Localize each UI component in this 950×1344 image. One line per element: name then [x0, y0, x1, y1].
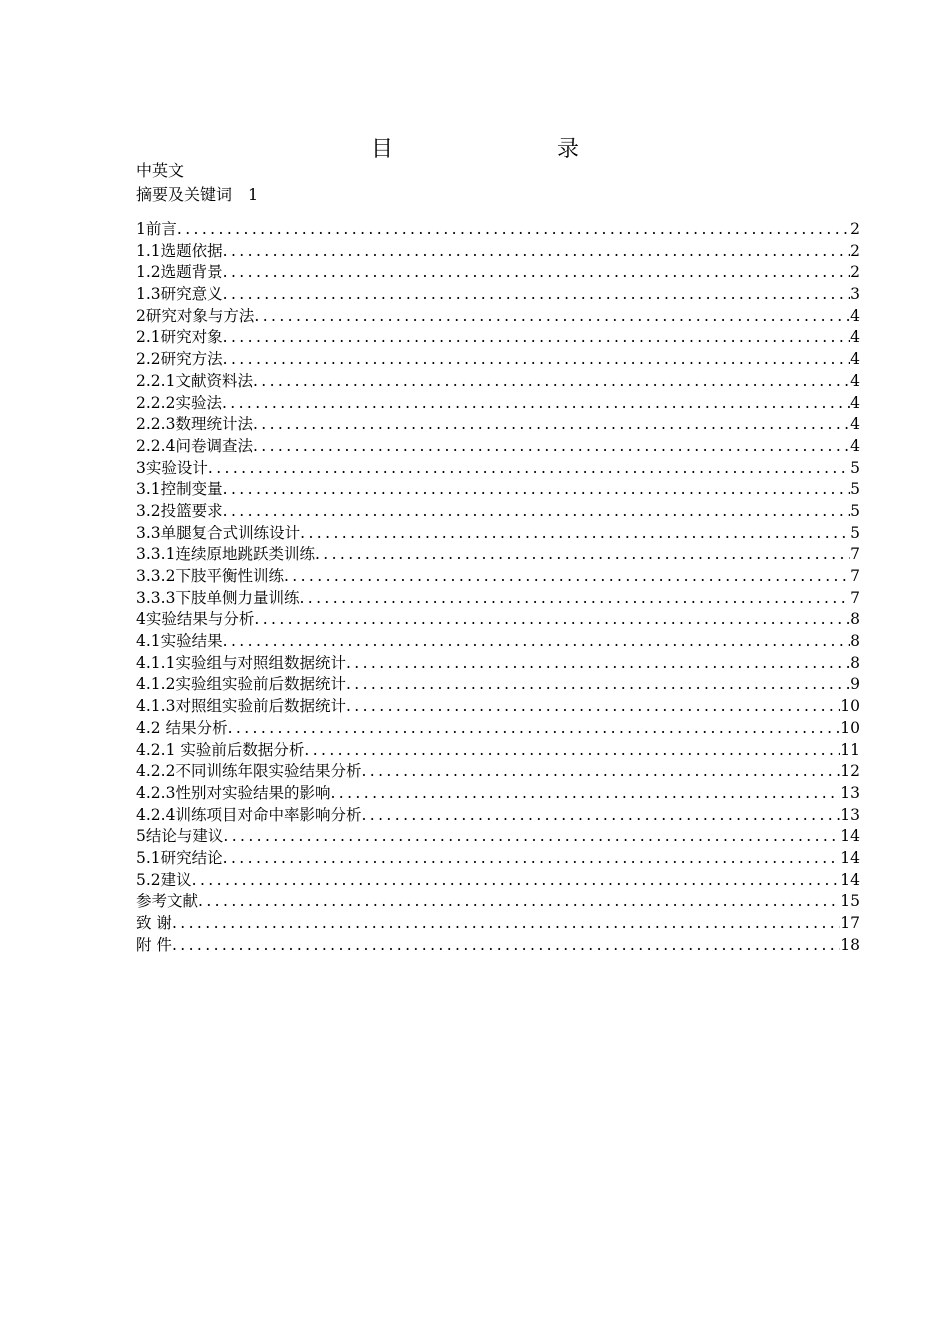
toc-dot-leader	[172, 913, 840, 934]
toc-entry-label: 2.2.2实验法	[136, 393, 222, 412]
toc-entry[interactable]	[136, 371, 860, 393]
page-title: 目 录	[370, 137, 619, 162]
toc-entry-label: 2.2.4问卷调查法	[136, 436, 253, 455]
toc-entry-page-number: 14	[840, 827, 860, 846]
toc-entry[interactable]	[136, 284, 860, 306]
toc-entry[interactable]	[136, 501, 860, 523]
toc-dot-leader	[223, 241, 850, 262]
toc-entry-page-number: 8	[850, 610, 860, 629]
toc-entry-page-number: 13	[840, 783, 860, 802]
toc-entry[interactable]	[136, 631, 860, 653]
toc-entry-label: 3.3.1连续原地跳跃类训练	[136, 545, 315, 564]
toc-entry[interactable]	[136, 306, 860, 328]
toc-entry[interactable]	[136, 393, 860, 415]
toc-entry-label: 4.2 结果分析	[136, 718, 228, 737]
toc-entry-label: 附 件	[136, 935, 172, 954]
toc-dot-leader	[361, 761, 840, 782]
toc-dot-leader	[223, 284, 850, 305]
toc-entry-page-number: 5	[850, 458, 860, 477]
toc-entry-page-number: 4	[850, 415, 860, 434]
toc-entry-label: 2.2研究方法	[136, 350, 223, 369]
toc-entry[interactable]	[136, 588, 860, 610]
toc-dot-leader	[208, 458, 850, 479]
toc-dot-leader	[330, 783, 840, 804]
toc-entry-page-number: 10	[840, 697, 860, 716]
toc-dot-leader	[304, 740, 840, 761]
toc-entry-page-number: 4	[850, 328, 860, 347]
toc-entry[interactable]	[136, 718, 860, 740]
toc-entry-page-number: 2	[850, 241, 860, 260]
toc-entry-page-number: 4	[850, 436, 860, 455]
toc-entry-page-number: 15	[840, 892, 860, 911]
toc-entry-page-number: 14	[840, 870, 860, 889]
toc-entry-label: 4.1.2实验组实验前后数据统计	[136, 675, 346, 694]
toc-entry-label: 致 谢	[136, 914, 172, 932]
toc-entry-page-number: 4	[850, 350, 860, 369]
toc-entry-label: 2.2.3数理统计法	[136, 415, 253, 434]
toc-entry-label: 4.2.1 实验前后数据分析	[136, 740, 305, 759]
toc-entry[interactable]	[136, 870, 860, 892]
table-of-contents	[136, 219, 860, 956]
toc-dot-leader	[223, 479, 850, 500]
toc-entry-page-number: 4	[850, 371, 860, 390]
toc-entry-label: 1.1选题依据	[136, 241, 223, 260]
toc-entry-page-number: 5	[850, 523, 860, 542]
toc-entry-label: 4.1.3对照组实验前后数据统计	[136, 697, 346, 716]
toc-entry-page-number: 3	[850, 285, 860, 304]
toc-entry-page-number: 17	[840, 914, 860, 932]
toc-entry[interactable]	[136, 241, 860, 263]
toc-entry[interactable]	[136, 783, 860, 805]
toc-entry-page-number: 7	[850, 545, 860, 564]
toc-entry[interactable]	[136, 761, 860, 783]
toc-entry-label: 4.2.4训练项目对命中率影响分析	[136, 805, 362, 824]
toc-entry[interactable]	[136, 696, 860, 718]
toc-entry-page-number: 10	[840, 718, 860, 737]
toc-entry-label: 5结论与建议	[136, 827, 224, 846]
toc-entry[interactable]	[136, 609, 860, 631]
toc-entry-page-number: 7	[850, 588, 860, 607]
toc-entry[interactable]	[136, 262, 860, 284]
toc-entry-label: 4.1.1实验组与对照组数据统计	[136, 653, 346, 672]
toc-entry-page-number: 7	[850, 567, 860, 585]
toc-dot-leader	[223, 826, 840, 847]
toc-entry-page-number: 14	[840, 848, 860, 867]
toc-entry-label: 4.2.3性别对实验结果的影响	[136, 783, 331, 802]
toc-entry-label: 3.3.2下肢平衡性训练	[136, 567, 284, 585]
toc-entry-label: 3.3单腿复合式训练设计	[136, 523, 301, 542]
toc-dot-leader	[300, 523, 850, 544]
toc-dot-leader	[346, 653, 850, 674]
toc-entry[interactable]	[136, 653, 860, 675]
toc-entry[interactable]	[136, 674, 860, 696]
toc-dot-leader	[254, 306, 850, 327]
toc-entry-label: 5.2建议	[136, 870, 192, 889]
toc-dot-leader	[223, 631, 850, 652]
toc-entry-label: 4.2.2不同训练年限实验结果分析	[136, 762, 362, 781]
toc-entry-page-number: 9	[850, 675, 860, 694]
toc-entry-page-number: 11	[840, 740, 860, 759]
toc-entry-page-number: 12	[840, 762, 860, 781]
toc-entry-page-number: 4	[850, 306, 860, 325]
toc-entry[interactable]	[136, 414, 860, 436]
toc-entry-page-number: 5	[850, 480, 860, 499]
toc-entry-label: 4实验结果与分析	[136, 610, 255, 629]
toc-entry-label: 1前言	[136, 220, 177, 238]
toc-entry[interactable]	[136, 544, 860, 566]
toc-dot-leader	[192, 870, 841, 891]
toc-dot-leader	[172, 935, 840, 956]
toc-dot-leader	[228, 718, 841, 739]
toc-dot-leader	[361, 805, 840, 826]
toc-entry[interactable]	[136, 436, 860, 458]
toc-entry[interactable]	[136, 523, 860, 545]
toc-dot-leader	[223, 848, 841, 869]
toc-dot-leader	[223, 262, 850, 283]
toc-entry-label: 4.1实验结果	[136, 632, 223, 651]
toc-entry-page-number: 18	[840, 935, 860, 954]
toc-entry[interactable]	[136, 219, 860, 241]
toc-entry[interactable]	[136, 913, 860, 935]
toc-entry[interactable]	[136, 349, 860, 371]
toc-entry-page-number: 2	[850, 220, 860, 238]
toc-dot-leader	[223, 501, 850, 522]
toc-entry-label: 3.1控制变量	[136, 480, 223, 499]
toc-entry-label: 1.3研究意义	[136, 285, 223, 304]
toc-entry[interactable]	[136, 458, 860, 480]
toc-entry[interactable]	[136, 805, 860, 827]
toc-dot-leader	[253, 414, 850, 435]
toc-entry-page-number: 13	[840, 805, 860, 824]
toc-dot-leader	[222, 393, 850, 414]
toc-dot-leader	[253, 371, 850, 392]
toc-dot-leader	[254, 609, 850, 630]
toc-dot-leader	[223, 327, 850, 348]
toc-dot-leader	[346, 696, 840, 717]
toc-entry-label: 2.1研究对象	[136, 328, 223, 347]
toc-entry[interactable]	[136, 566, 860, 588]
toc-entry-label: 2.2.1文献资料法	[136, 371, 253, 390]
toc-dot-leader	[284, 566, 850, 587]
toc-entry-label: 2研究对象与方法	[136, 306, 255, 325]
toc-dot-leader	[299, 588, 850, 609]
toc-entry[interactable]	[136, 935, 860, 957]
toc-dot-leader	[346, 674, 850, 695]
toc-entry-page-number: 2	[850, 263, 860, 282]
toc-entry[interactable]	[136, 740, 860, 762]
toc-entry-label: 1.2选题背景	[136, 263, 223, 282]
toc-entry[interactable]	[136, 826, 860, 848]
toc-dot-leader	[177, 219, 850, 240]
toc-entry-label: 5.1研究结论	[136, 848, 223, 867]
intro-line-abstract-lang: 中英文	[136, 161, 185, 180]
toc-dot-leader	[253, 436, 850, 457]
toc-entry[interactable]	[136, 848, 860, 870]
toc-entry-page-number: 4	[850, 393, 860, 412]
toc-entry-page-number: 5	[850, 501, 860, 520]
toc-entry-label: 3.3.3下肢单侧力量训练	[136, 588, 300, 607]
toc-dot-leader	[315, 544, 850, 565]
toc-entry-page-number: 8	[850, 632, 860, 651]
toc-entry[interactable]	[136, 327, 860, 349]
toc-entry[interactable]	[136, 479, 860, 501]
toc-entry-label: 参考文献	[136, 892, 199, 911]
toc-entry[interactable]	[136, 891, 860, 913]
toc-dot-leader	[198, 891, 840, 912]
toc-entry-label: 3.2投篮要求	[136, 501, 223, 520]
toc-entry-label: 3实验设计	[136, 458, 208, 477]
toc-entry-page-number: 8	[850, 653, 860, 672]
intro-line-abstract-keywords: 摘要及关键词 1	[136, 185, 259, 204]
toc-dot-leader	[223, 349, 850, 370]
